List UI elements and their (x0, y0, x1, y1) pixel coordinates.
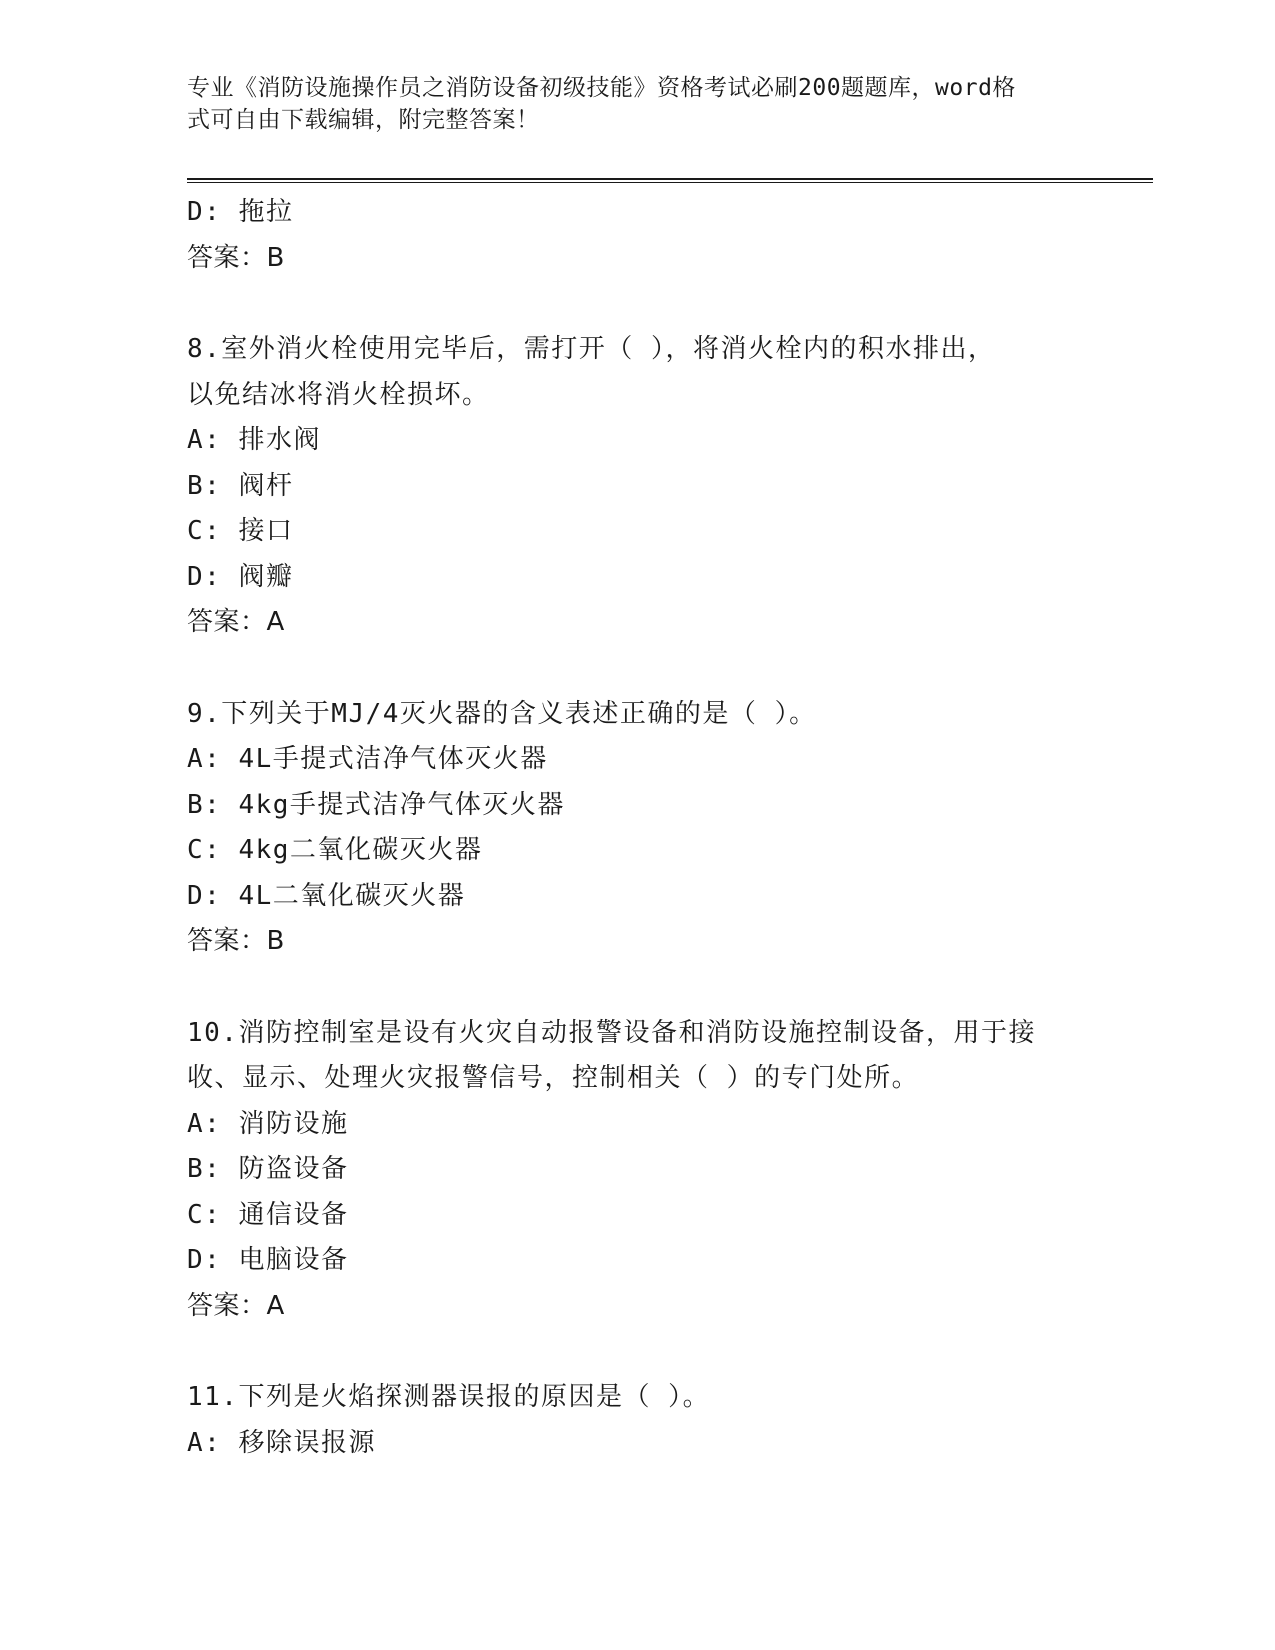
document-header (187, 72, 1067, 136)
header-divider (187, 178, 1153, 183)
question-10 (187, 1011, 1087, 1330)
option-d: D: 电脑设备 (187, 1245, 349, 1275)
option-c: C: 通信设备 (187, 1199, 349, 1230)
answer: 答案：B (187, 926, 285, 956)
option-b: B: 防盗设备 (187, 1154, 349, 1184)
spacer (187, 1329, 1087, 1375)
answer: 答案：A (187, 1290, 285, 1321)
spacer (187, 281, 1087, 327)
answer: 答案：B (187, 242, 285, 273)
question-9 (187, 692, 1087, 965)
answer: 答案：A (187, 607, 285, 637)
option-b: B: 4kg手提式洁净气体灭火器 (187, 789, 565, 820)
option-a: A: 排水阀 (187, 425, 321, 455)
question-list (187, 190, 1087, 1466)
option-a: A: 消防设施 (187, 1108, 349, 1139)
question-stem: 9.下列关于MJ/4灭火器的含义表述正确的是（ ）。 (187, 698, 817, 729)
question-11 (187, 1375, 1087, 1466)
question-8 (187, 327, 1087, 646)
header-line-2: 式可自由下载编辑，附完整答案！ (187, 107, 540, 133)
option-a: A: 移除误报源 (187, 1427, 376, 1458)
spacer (187, 965, 1087, 1011)
question-7-tail (187, 190, 1087, 281)
question-stem-cont: 收、显示、处理火灾报警信号，控制相关（ ）的专门处所。 (187, 1063, 920, 1093)
option-b: B: 阀杆 (187, 470, 294, 501)
option-d: D: 4L二氧化碳灭火器 (187, 880, 466, 911)
header-line-1: 专业《消防设施操作员之消防设备初级技能》资格考试必刷200题题库，word格 (187, 75, 1016, 101)
question-stem: 10.消防控制室是设有火灾自动报警设备和消防设施控制设备，用于接 (187, 1017, 1036, 1048)
option-a: A: 4L手提式洁净气体灭火器 (187, 744, 548, 774)
option-d: D: 拖拉 (187, 197, 294, 227)
spacer (187, 646, 1087, 692)
option-d: D: 阀瓣 (187, 561, 294, 592)
option-c: C: 4kg二氧化碳灭火器 (187, 835, 483, 865)
question-stem: 11.下列是火焰探测器误报的原因是（ ）。 (187, 1382, 711, 1412)
question-stem: 8.室外消火栓使用完毕后，需打开（ ），将消火栓内的积水排出， (187, 334, 996, 364)
option-c: C: 接口 (187, 516, 294, 546)
question-stem-cont: 以免结冰将消火栓损坏。 (187, 379, 490, 410)
